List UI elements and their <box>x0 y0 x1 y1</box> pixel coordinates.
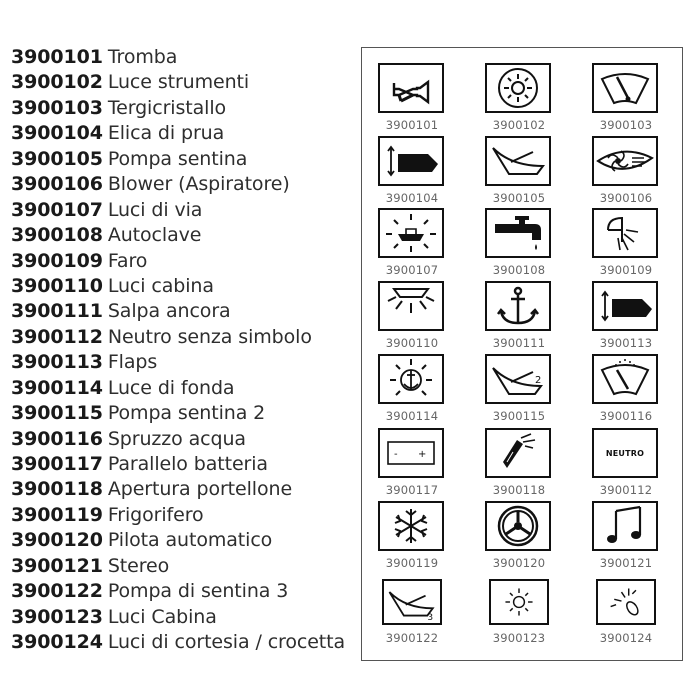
list-item <box>11 630 345 655</box>
list-item <box>11 198 345 223</box>
badge-text: - <box>394 449 398 460</box>
symbol-cell <box>469 501 569 573</box>
symbol-panel <box>361 47 683 661</box>
list-item <box>11 528 345 553</box>
item-description: Autoclave <box>107 224 202 247</box>
item-description: Luce di fonda <box>107 376 235 399</box>
symbol-tile <box>378 354 444 404</box>
list-item <box>11 172 345 197</box>
symbol-cell <box>362 354 462 426</box>
symbol-tile <box>485 63 551 113</box>
symbol-tile <box>485 208 551 258</box>
symbol-caption: 3900105 <box>492 191 546 205</box>
symbol-tile <box>378 281 444 331</box>
symbol-tile <box>592 208 658 258</box>
symbol-cell <box>362 501 462 573</box>
symbol-cell <box>576 428 676 500</box>
symbol-cell <box>469 136 569 208</box>
symbol-cell <box>469 208 569 280</box>
item-description: Apertura portellone <box>107 478 293 501</box>
symbol-caption: 3900119 <box>385 556 439 570</box>
symbol-caption: 3900112 <box>599 483 653 497</box>
symbol-caption: 3900113 <box>599 336 653 350</box>
symbol-caption: 3900123 <box>492 631 546 645</box>
item-code: 3900113 <box>11 351 103 374</box>
item-code: 3900115 <box>11 402 103 425</box>
item-code: 3900111 <box>11 300 103 323</box>
item-code: 3900110 <box>11 274 103 297</box>
symbol-caption: 3900104 <box>385 191 439 205</box>
badge-text: 3 <box>427 613 434 623</box>
symbol-tile <box>592 63 658 113</box>
battery-parallel-icon <box>380 430 442 476</box>
hatch-opening-icon <box>487 430 549 476</box>
item-description: Spruzzo acqua <box>107 427 246 450</box>
bow-thruster-icon <box>380 138 442 184</box>
symbol-cell <box>576 63 676 135</box>
item-code: 3900109 <box>11 249 103 272</box>
item-code: 3900123 <box>11 605 103 628</box>
list-item <box>11 299 345 324</box>
symbol-caption: 3900122 <box>385 631 439 645</box>
symbol-caption: 3900109 <box>599 263 653 277</box>
music-note-icon <box>594 503 656 549</box>
symbol-caption: 3900115 <box>492 409 546 423</box>
list-item <box>11 452 345 477</box>
blower-icon <box>594 138 656 184</box>
symbol-tile <box>378 428 444 478</box>
item-description: Luce strumenti <box>107 71 250 94</box>
symbol-caption: 3900106 <box>599 191 653 205</box>
symbol-cell <box>362 208 462 280</box>
cabin-light-small-icon <box>491 581 547 623</box>
item-description: Luci di cortesia / crocetta <box>107 631 346 654</box>
water-spray-icon <box>594 356 656 402</box>
list-item <box>11 554 345 579</box>
badge-text: 2 <box>535 375 542 386</box>
list-item <box>11 249 345 274</box>
symbol-cell <box>576 501 676 573</box>
list-item <box>11 274 345 299</box>
symbol-caption: 3900102 <box>492 118 546 132</box>
item-code: 3900124 <box>11 631 103 654</box>
item-description: Salpa ancora <box>107 300 231 323</box>
item-code: 3900114 <box>11 376 103 399</box>
item-code: 3900118 <box>11 478 103 501</box>
symbol-caption: 3900111 <box>492 336 546 350</box>
symbol-cell <box>576 576 676 648</box>
item-description: Neutro senza simbolo <box>107 325 312 348</box>
list-item <box>11 96 345 121</box>
symbol-tile <box>489 579 549 625</box>
neutral-label: NEUTRO <box>605 448 645 458</box>
item-code: 3900112 <box>11 325 103 348</box>
symbol-caption: 3900116 <box>599 409 653 423</box>
symbol-caption: 3900107 <box>385 263 439 277</box>
list-item <box>11 325 345 350</box>
symbol-cell <box>469 428 569 500</box>
symbol-tile <box>592 281 658 331</box>
symbol-tile <box>382 579 442 625</box>
cabin-light-icon <box>380 283 442 329</box>
horn-icon <box>380 65 442 111</box>
bilge-pump-2-icon <box>487 356 549 402</box>
item-description: Luci di via <box>107 198 203 221</box>
item-description: Luci cabina <box>107 274 214 297</box>
anchor-light-icon <box>380 356 442 402</box>
item-code: 3900119 <box>11 503 103 526</box>
symbol-tile <box>485 136 551 186</box>
symbol-cell <box>576 136 676 208</box>
item-code: 3900108 <box>11 224 103 247</box>
symbol-caption: 3900110 <box>385 336 439 350</box>
spotlight-icon <box>594 210 656 256</box>
symbol-tile <box>485 354 551 404</box>
symbol-caption: 3900103 <box>599 118 653 132</box>
symbol-caption: 3900117 <box>385 483 439 497</box>
list-item <box>11 121 345 146</box>
item-description: Pompa sentina 2 <box>107 402 266 425</box>
steering-wheel-icon <box>487 503 549 549</box>
symbol-tile <box>378 208 444 258</box>
symbol-cell <box>469 281 569 353</box>
faucet-icon <box>487 210 549 256</box>
item-description: Frigorifero <box>107 503 204 526</box>
symbol-tile <box>596 579 656 625</box>
item-code: 3900122 <box>11 580 103 603</box>
item-description: Pompa di sentina 3 <box>107 580 289 603</box>
list-item <box>11 605 345 630</box>
item-description: Luci Cabina <box>107 605 217 628</box>
symbol-cell <box>576 208 676 280</box>
symbol-cell <box>362 136 462 208</box>
list-item <box>11 350 345 375</box>
symbol-tile <box>485 501 551 551</box>
item-code: 3900121 <box>11 554 103 577</box>
symbol-tile <box>592 354 658 404</box>
symbol-cell <box>576 354 676 426</box>
item-description: Tergicristallo <box>107 96 227 119</box>
list-item <box>11 401 345 426</box>
wiper-icon <box>594 65 656 111</box>
symbol-cell <box>362 428 462 500</box>
item-code: 3900104 <box>11 122 103 145</box>
item-description: Pilota automatico <box>107 529 273 552</box>
item-code: 3900103 <box>11 96 103 119</box>
symbol-tile <box>485 428 551 478</box>
item-code: 3900105 <box>11 147 103 170</box>
anchor-icon <box>487 283 549 329</box>
symbol-cell <box>469 576 569 648</box>
item-code: 3900106 <box>11 173 103 196</box>
symbol-tile <box>485 281 551 331</box>
item-description: Elica di prua <box>107 122 225 145</box>
item-description: Stereo <box>107 554 170 577</box>
bilge-pump-icon <box>487 138 549 184</box>
bilge-pump-3-icon <box>384 581 440 623</box>
symbol-tile <box>592 136 658 186</box>
symbol-cell <box>576 281 676 353</box>
list-item <box>11 45 345 70</box>
badge-text: + <box>418 449 427 460</box>
list-item <box>11 147 345 172</box>
symbol-cell <box>469 354 569 426</box>
item-code: 3900117 <box>11 453 103 475</box>
list-item <box>11 477 345 502</box>
item-code: 3900102 <box>11 71 103 94</box>
instrument-light-icon <box>487 65 549 111</box>
list-item <box>11 223 345 248</box>
code-list <box>11 45 345 656</box>
symbol-cell <box>469 63 569 135</box>
symbol-tile <box>592 501 658 551</box>
item-code: 3900101 <box>11 46 103 68</box>
item-code: 3900116 <box>11 427 103 450</box>
courtesy-light-icon <box>598 581 654 623</box>
symbol-tile <box>378 63 444 113</box>
flaps-icon <box>594 283 656 329</box>
list-item <box>11 579 345 604</box>
item-description: Flaps <box>107 351 158 374</box>
list-item <box>11 427 345 452</box>
list-item <box>11 503 345 528</box>
symbol-caption: 3900124 <box>599 631 653 645</box>
snowflake-icon <box>380 503 442 549</box>
symbol-caption: 3900120 <box>492 556 546 570</box>
item-description: Tromba <box>107 46 178 68</box>
symbol-caption: 3900121 <box>599 556 653 570</box>
item-description: Faro <box>107 249 148 272</box>
list-item <box>11 376 345 401</box>
list-item <box>11 70 345 95</box>
symbol-tile <box>378 501 444 551</box>
symbol-tile <box>378 136 444 186</box>
item-code: 3900107 <box>11 198 103 221</box>
navigation-light-icon <box>380 210 442 256</box>
symbol-cell <box>362 576 462 648</box>
symbol-cell <box>362 63 462 135</box>
item-description: Pompa sentina <box>107 147 248 170</box>
symbol-caption: 3900101 <box>385 118 439 132</box>
symbol-caption: 3900118 <box>492 483 546 497</box>
item-description: Parallelo batteria <box>107 453 268 475</box>
symbol-caption: 3900114 <box>385 409 439 423</box>
symbol-tile <box>592 428 658 478</box>
symbol-caption: 3900108 <box>492 263 546 277</box>
item-description: Blower (Aspiratore) <box>107 173 290 196</box>
symbol-cell <box>362 281 462 353</box>
item-code: 3900120 <box>11 529 103 552</box>
